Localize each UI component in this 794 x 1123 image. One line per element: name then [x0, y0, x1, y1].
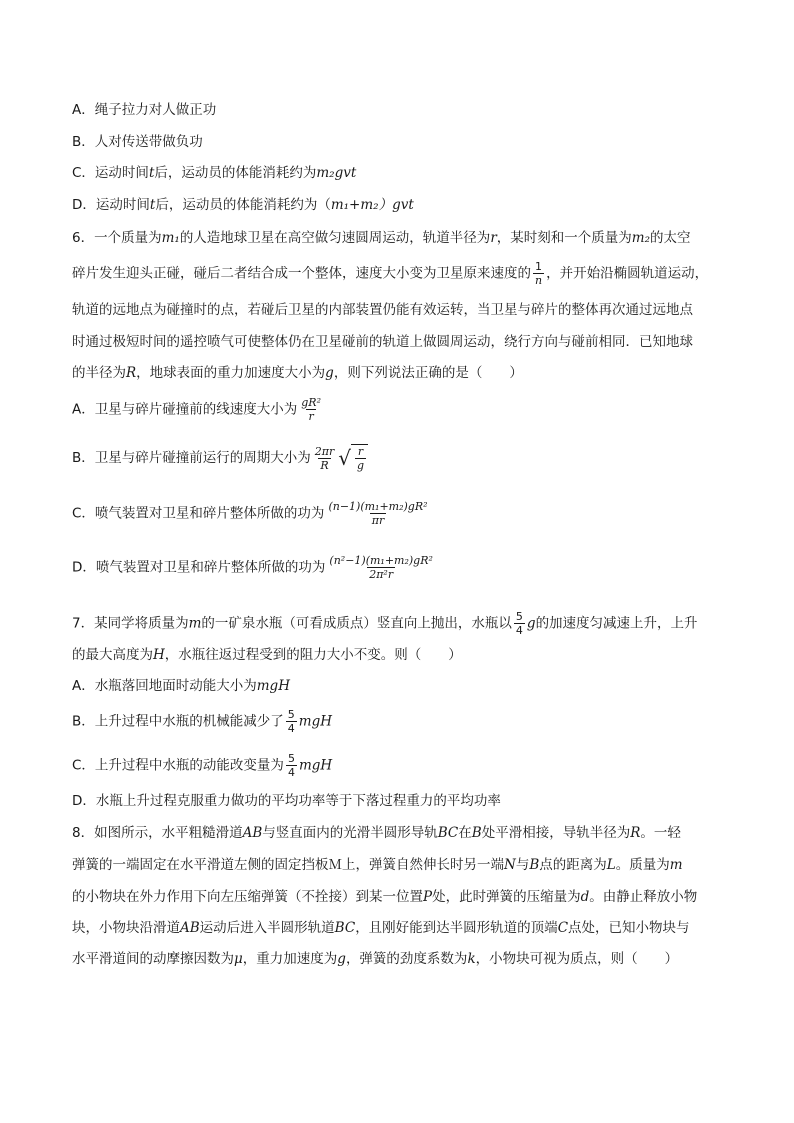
q6-stem-line4: 时通过极短时间的遥控喷气可使整体仍在卫星碰前的轨道上做圆周运动，绕行方向与碰前相同．已知地球: [72, 334, 693, 350]
q6-option-d[interactable]: D．喷气装置对卫星和碎片整体所做的功为 $\frac{\text{(n²−1)(m₁+m₂)gR²}}{\text{2π²r}}$: [72, 554, 433, 581]
q7-option-a[interactable]: A．水瓶落回地面时动能大小为mgH: [72, 678, 290, 694]
fraction: $\frac{5}{4}$: [287, 752, 295, 779]
q6-stem-line1: 6．一个质量为m₁的人造地球卫星在高空做匀速圆周运动，轨道半径为r，某时刻和一个质量为m₂的太空: [72, 230, 691, 246]
q8-stem-line2: 弹簧的一端固定在水平滑道左侧的固定挡板Ｍ上，弹簧自然伸长时另一端N与B点的距离为L。质量为m: [72, 857, 683, 873]
q6-stem-line3: 轨道的远地点为碰撞时的点，若碰后卫星的内部装置仍能有效运转，当卫星与碎片的整体再次通过远地点: [72, 302, 693, 318]
fraction: $\frac{\text{(n−1)(m₁+m₂)gR²}}{\pi r}$: [328, 500, 428, 527]
fraction: $\frac{\text{gR²}}{r}$: [301, 396, 321, 423]
q8-stem-line3: 的小物块在外力作用下向左压缩弹簧（不拴接）到某一位置P处，此时弹簧的压缩量为d。由静止释放小物: [72, 889, 698, 905]
q5-option-a[interactable]: A．绳子拉力对人做正功: [72, 102, 217, 118]
q7-option-d[interactable]: D．水瓶上升过程克服重力做功的平均功率等于下落过程重力的平均功率: [72, 793, 501, 809]
q8-stem-line5: 水平滑道间的动摩擦因数为μ，重力加速度为g，弹簧的劲度系数为k，小物块可视为质点，则（ ）: [72, 951, 679, 967]
q6-option-b[interactable]: B．卫星与碎片碰撞前运行的周期大小为 $\frac{2\pi r}{R}$ √ $\frac{r}{g}$: [72, 444, 368, 472]
q7-option-c[interactable]: C．上升过程中水瓶的动能改变量为 $\frac{5}{4}$ mgH: [72, 752, 333, 779]
q6-option-a[interactable]: A．卫星与碎片碰撞前的线速度大小为 $\frac{\text{gR²}}{r}$: [72, 396, 321, 423]
q5-option-b[interactable]: B．人对传送带做负功: [72, 134, 203, 150]
q7-stem-line1: 7．某同学将质量为m的一矿泉水瓶（可看成质点）竖直向上抛出，水瓶以 $\frac{5}{4}$ g的加速度匀减速上升，上升: [72, 610, 698, 637]
q5-option-c[interactable]: C．运动时间t后，运动员的体能消耗约为m₂gvt: [72, 165, 357, 181]
q6-option-c[interactable]: C．喷气装置对卫星和碎片整体所做的功为 $\frac{\text{(n−1)(m₁+m₂)gR²}}{\pi r}$: [72, 500, 428, 527]
fraction: $\frac{5}{4}$: [287, 708, 295, 735]
fraction: $\frac{\text{(n²−1)(m₁+m₂)gR²}}{\text{2π²r}}$: [329, 554, 433, 581]
q7-stem-line2: 的最大高度为H，水瓶往返过程受到的阻力大小不变。则（ ）: [72, 647, 462, 663]
q7-option-b[interactable]: B．上升过程中水瓶的机械能减少了 $\frac{5}{4}$ mgH: [72, 708, 332, 735]
fraction: $\frac{5}{4}$: [515, 610, 523, 637]
fraction: $\frac{2\pi r}{R}$: [314, 444, 335, 472]
fraction: $\frac{1}{n}$: [535, 260, 543, 287]
q6-stem-line2: 碎片发生迎头正碰，碰后二者结合成一个整体，速度大小变为卫星原来速度的 $\frac{1}{n}$ ，并开始沿椭圆轨道运动，: [72, 260, 709, 287]
q5-option-d[interactable]: D．运动时间t后，运动员的体能消耗约为（m₁+m₂）gvt: [72, 197, 414, 213]
q8-stem-line4: 块，小物块沿滑道AB运动后进入半圆形轨道BC，且刚好能到达半圆形轨道的顶端C点处，已知小物块与: [72, 920, 690, 936]
q8-stem-line1: 8．如图所示，水平粗糙滑道AB与竖直面内的光滑半圆形导轨BC在B处平滑相接，导轨半径为R。一轻: [72, 825, 681, 841]
square-root: √ $\frac{r}{g}$: [338, 444, 368, 472]
q6-stem-line5: 的半径为R，地球表面的重力加速度大小为g，则下列说法正确的是（ ）: [72, 365, 523, 381]
